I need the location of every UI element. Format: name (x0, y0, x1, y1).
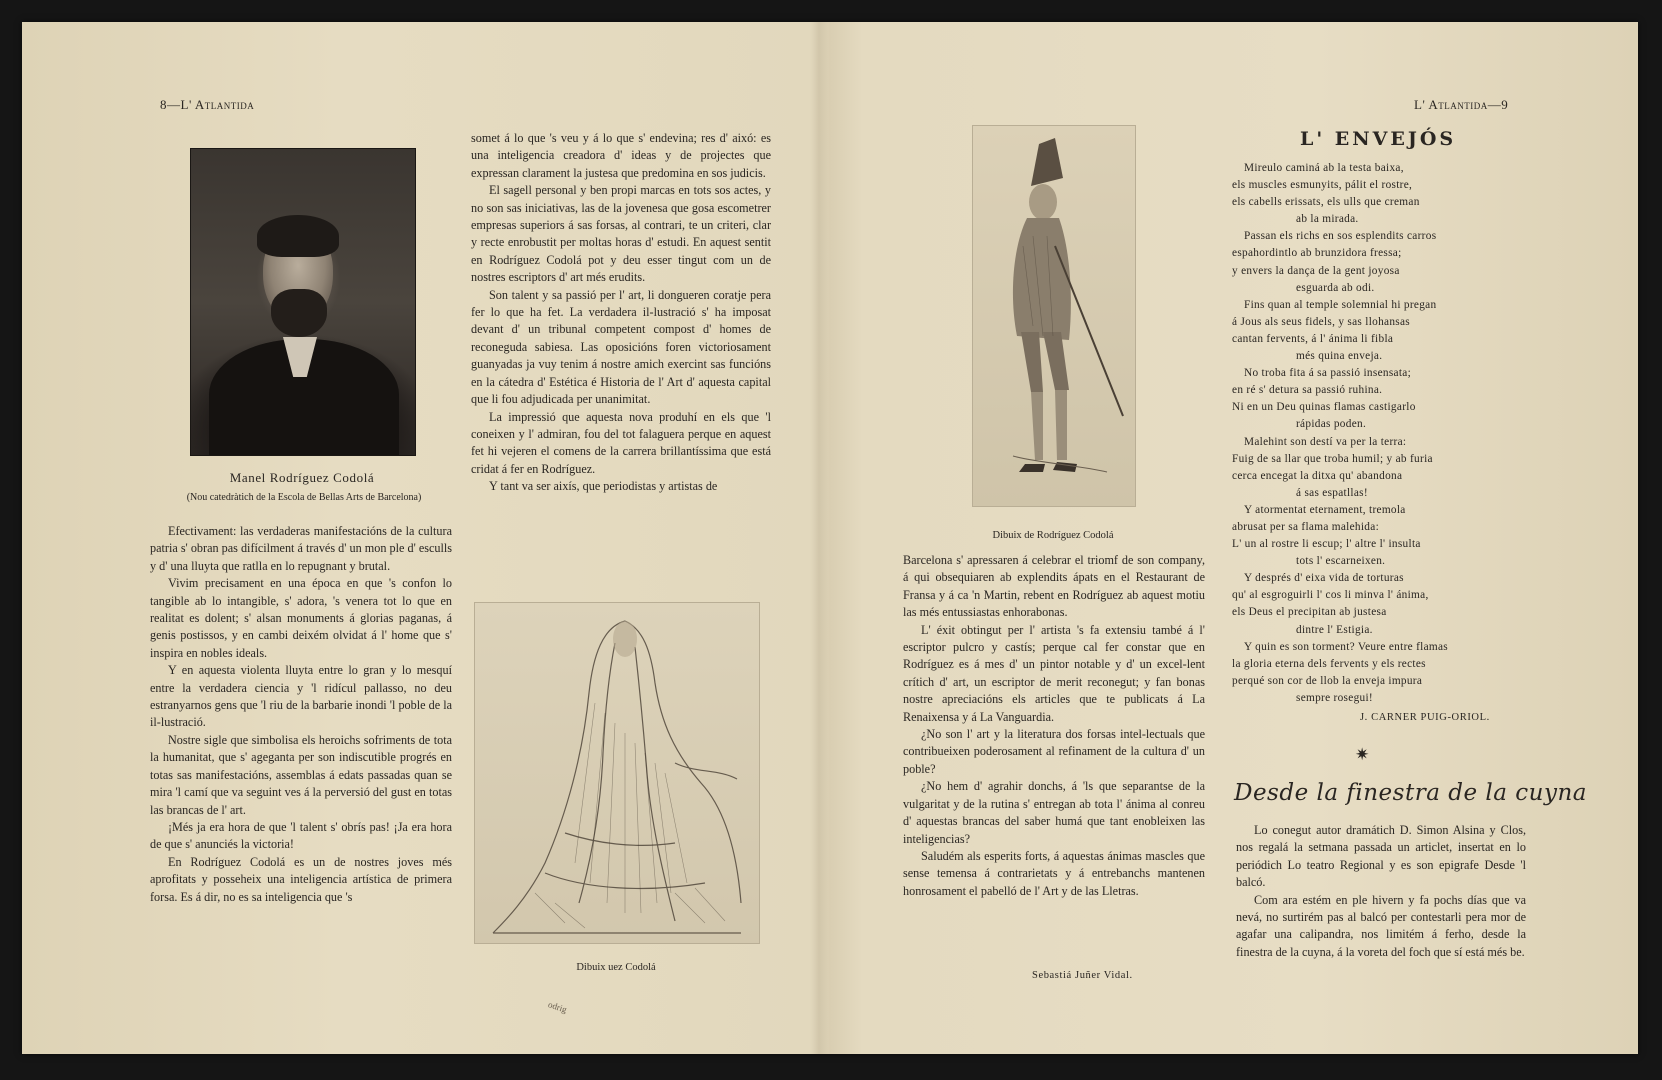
col1-paragraph: En Rodríguez Codolá es un de nostres joves més aprofitats y posseheix una inteligencia artística de primera forsa. Es á dir, no es sa inteligencia que 's (150, 854, 452, 904)
poem-line: Y atormentat eternament, tremola (1244, 503, 1406, 516)
portrait-subtitle: (Nou catedràtich de la Escola de Bellas Arts de Barcelona) (186, 492, 422, 503)
poem-line: perqué son cor de llob la enveja impura (1232, 674, 1423, 687)
col1-paragraph: Vivim precisament en una época en que 's confon lo tangible ab lo intangible, s' adora, 's venera tot lo que en realitat es dolent; s' alsan monuments á glorias paganas, á genis postissos, y en cambi deixém olvidat á l' home que s' inspira en nobles ideals. (150, 576, 452, 660)
poem-line: á sas espatllas! (1296, 486, 1368, 499)
col4-paragraph: Com ara estém en ple hivern y fa pochs días que va nevá, no surtirém pas al balcó per contestarli pera mor de agafar una calipandra, nos limitém á ferho, desde la finestra de la cuyna, á la voreta del foch que sí está més be. (1236, 892, 1526, 959)
poem-line: L' un al rostre li escup; l' altre l' insulta (1232, 538, 1421, 551)
poem-line: Y quin es son torment? Veure entre flamas (1244, 640, 1448, 653)
poem-line: Ni en un Deu quinas flamas castigarlo (1232, 401, 1416, 414)
portrait-photo (190, 148, 416, 456)
col2-paragraph: La impressió que aquesta nova produhí en els que 'l coneixen y l' admiran, fou del tot falaguera perque en aquest fet hi vejeren el comens de la carrera brillantíssima que está cridat á fer en Rodríguez. (471, 409, 771, 476)
col3-paragraph: ¿No hem d' agrahir donchs, á 'ls que separantse de la vulgaritat y de la rutina s' entregan ab tota l' ánima al conreu d' aquestas brancas del saber humá que tant enobleixen las inteligencias? (903, 779, 1205, 846)
drapery-drawing (474, 602, 760, 944)
section-divider-star: ✷ (1355, 745, 1370, 764)
poem-line: cerca encegat la ditxa qu' abandona (1232, 469, 1403, 482)
col3-paragraph: L' éxit obtingut per l' artista 's fa extensiu també á l' escriptor pulcro y castís; perque cal fer constar que en Rodríguez es á mes d' un pintor notable y d' un excel-lent crítich d' art, un escriptor de merit reconegut; y fan bonas nostre apreciacións els articles que te publicats á La Renaixensa y á La Vanguardia. (903, 622, 1205, 724)
poem-line: No troba fita á sa passió insensata; (1244, 367, 1412, 380)
col2-paragraph: somet á lo que 's veu y á lo que s' endevina; res d' aixó: es una inteligencia creadora d' ideas y de projectes que expressan clarament la justesa que predomina en sos judicis. (471, 131, 771, 180)
poem-line: abrusat per sa flama malehida: (1232, 520, 1380, 533)
col1-paragraph: Efectivament: las verdaderas manifestacións de la cultura patria s' obran pas difícilment á través d' un mon ple d' esculls y d' una lluyta que ratlla en lo repugnant y brutal. (150, 524, 452, 573)
poem-line: rápidas poden. (1296, 418, 1367, 431)
soldier-drawing (972, 125, 1136, 507)
col1-paragraph: Nostre sigle que simbolisa els heroichs sofriments de tota la humanitat, que s' ageganta per son indiscutible progrés en totas sas manifestacións, assemblas á edats passadas quan se mira 'l camí que va seguint ves á la perversió del gust en totas las brancas de l' art. (150, 732, 452, 817)
col2-paragraph: Son talent y sa passió per l' art, li dongueren coratje pera fer lo que ha fet. La verdadera il-lustració s' ha imposat devant d' un tribunal competent compost d' homes de reconeguda sabiesa. Las oposicións foren victoriosament guanyadas ja vuy tenim á nostre amich exercint sas funcións en la cátedra d' Estética é Historia de l' Art d' aquesta capital que li fou adjudicada per unanimitat. (471, 287, 771, 407)
article-column-3 (903, 552, 1205, 900)
poem-line: més quina enveja. (1296, 350, 1383, 363)
col4-paragraph: Lo conegut autor dramátich D. Simon Alsina y Clos, nos regalá la setmana passada un articlet, insertat en lo periódich Lo teatro Regional y es son epigrafe Desde 'l balcó. (1236, 823, 1526, 890)
drapery-caption: Dibuix uez Codolá (576, 962, 656, 973)
article-column-1 (150, 523, 452, 906)
soldier-caption: Dibuix de Rodríguez Codolá (992, 530, 1114, 541)
poem-line: els muscles esmunyits, pálit el rostre, (1232, 179, 1413, 192)
article-column-2 (471, 130, 771, 496)
poem-line: Fuig de sa llar que troba humil; y ab furia (1232, 452, 1433, 465)
col3-paragraph: Saludém als esperits forts, á aquestas ánimas mascles que sense temensa á contrarietats y á entrebanchs mantenen honrosament el pabelló de l' Art y de las Lletras. (903, 848, 1205, 898)
poem-line: els Deus el precipitan ab justesa (1232, 606, 1387, 619)
poem-line: cantan fervents, á l' ánima li fibla (1232, 332, 1394, 345)
poem-line: Fins quan al temple solemnial hi pregan (1244, 298, 1437, 311)
article-signature: Sebastiá Juñer Vidal. (1032, 970, 1133, 981)
right-page-header: L' Atlantida—9 (1414, 97, 1509, 112)
poem-line: á Jous als seus fidels, y sas llohansas (1232, 315, 1410, 328)
col1-paragraph: ¡Més ja era hora de que 'l talent s' obrís pas! ¡Ja era hora de que s' anunciés la victoria! (150, 819, 452, 852)
section-title: Desde la finestra de la cuyna (1234, 780, 1587, 806)
poem-line: la gloria eterna dels fervents y els rectes (1232, 657, 1426, 670)
poem-line: dintre l' Estigia. (1296, 623, 1373, 636)
poem-line: Passan els richs en sos esplendits carros (1244, 230, 1437, 243)
poem-line: els cabells erissats, els ulls que creman (1232, 196, 1420, 209)
poem-title: L' ENVEJÓS (1300, 128, 1457, 150)
col3-paragraph: Barcelona s' apressaren á celebrar el triomf de son company, á qui obsequiaren ab explendits ápats en el Restaurant de Fransa y á ca 'n Martin, rebent en Rodríguez ab aquest motiu las més entussiastas enhorabonas. (903, 553, 1205, 620)
poem-line: Y després d' eixa vida de torturas (1244, 572, 1404, 585)
article-column-4 (1236, 822, 1526, 961)
col2-paragraph: El sagell personal y ben propi marcas en tots sos actes, y no son sas iniciativas, las de la jovenesa que gosa escometrer empresas superiors á sas forsas, al contrari, te un criteri, clar y recte enrobustit per moltas horas d' estudi. En aquest sentit en Rodríguez Codolá pot y deu esser tingut com un de nostres escriptors d' art més erudits. (471, 183, 771, 285)
poem-line: qu' al esgroguirli l' cos li minva l' ánima, (1232, 589, 1429, 602)
poem-line: Malehint son destí va per la terra: (1244, 435, 1407, 448)
col2-paragraph: Y tant va ser aixís, que periodistas y artistas de (489, 479, 718, 494)
torn-fragment: odrig (546, 999, 569, 1015)
col3-paragraph: ¿No son l' art y la literatura dos forsas intel-lectuals que contribueixen poderosament al refinament de la cultura d' un poble? (903, 727, 1205, 776)
poem-line: esguarda ab odi. (1296, 281, 1375, 294)
poem-line: en ré s' detura sa passió ruhina. (1232, 384, 1383, 397)
poem-line: ab la mirada. (1296, 213, 1359, 226)
poem-line: Mireulo caminá ab la testa baixa, (1244, 162, 1404, 174)
poem-line: y envers la dança de la gent joyosa (1232, 264, 1400, 277)
poem-line: espahordintlo ab brunzidora fressa; (1232, 247, 1402, 260)
page-fold (810, 22, 828, 1054)
poem-line: tots l' escarneixen. (1296, 555, 1386, 568)
col1-paragraph: Y en aquesta violenta lluyta entre lo gran y lo mesquí entre la verdadera ciencia y 'l ridícul pallasso, no deu estranyarnos gens que 'l riu de la barbarie inondi 'l poble de la il-lustració. (150, 663, 452, 730)
poem-signature: J. CARNER PUIG-ORIOL. (1360, 712, 1490, 723)
left-page-header: 8—L' Atlantida (160, 97, 255, 112)
poem-text (1232, 160, 1504, 707)
poem-line: sempre rosegui! (1296, 691, 1373, 704)
portrait-name: Manel Rodríguez Codolá (229, 470, 375, 485)
